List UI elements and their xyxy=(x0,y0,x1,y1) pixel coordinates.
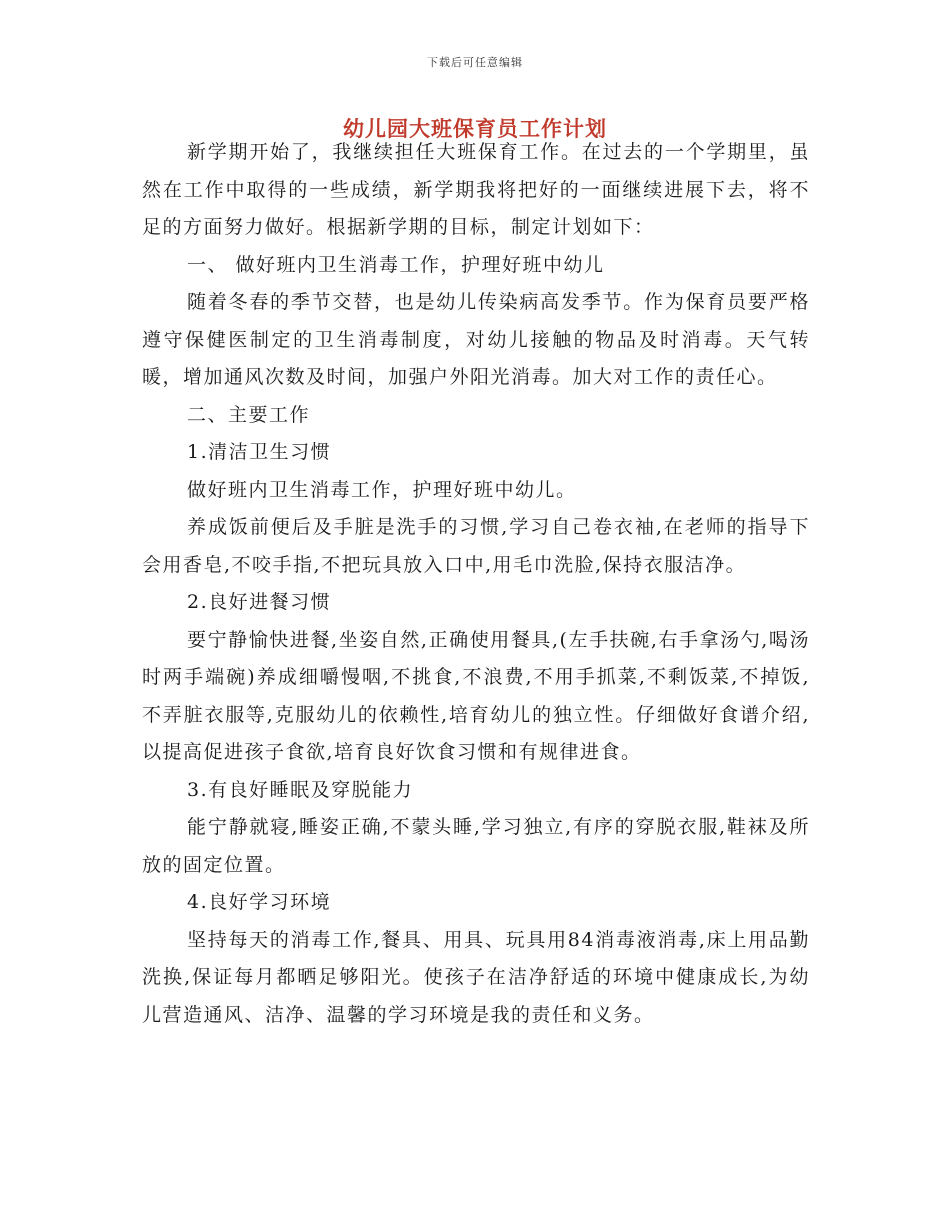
paragraph-hygiene: 随着冬春的季节交替，也是幼儿传染病高发季节。作为保育员要严格遵守保健医制定的卫生消毒制度，对幼儿接触的物品及时消毒。天气转暖，增加通风次数及时间，加强户外阳光消毒。加大对工作的责任心。 xyxy=(142,291,810,388)
subheading-eating: 2.良好进餐习惯 xyxy=(187,591,332,613)
paragraph-cleanliness-2: 养成饭前便后及手脏是洗手的习惯,学习自己卷衣袖,在老师的指导下会用香皂,不咬手指,不把玩具放入口中,用毛巾洗脸,保持衣服洁净。 xyxy=(142,516,810,576)
section-heading-1: 一、 做好班内卫生消毒工作，护理好班中幼儿 xyxy=(187,253,605,276)
subheading-environment: 4.良好学习环境 xyxy=(187,891,332,913)
paragraph-eating: 要宁静愉快进餐,坐姿自然,正确使用餐具,(左手扶碗,右手拿汤勺,喝汤时两手端碗)养成细嚼慢咽,不挑食,不浪费,不用手抓菜,不剩饭菜,不掉饭,不弄脏衣服等,克服幼儿的依赖性,培育幼儿的独立性。仔细做好食谱介绍,以提高促进孩子食欲,培育良好饮食习惯和有规律进食。 xyxy=(142,628,810,763)
paragraph-sleeping: 能宁静就寝,睡姿正确,不蒙头睡,学习独立,有序的穿脱衣服,鞋袜及所放的固定位置。 xyxy=(142,816,810,876)
paragraph-intro: 新学期开始了，我继续担任大班保育工作。在过去的一个学期里，虽然在工作中取得的一些成绩，新学期我将把好的一面继续进展下去，将不足的方面努力做好。根据新学期的目标，制定计划如下： xyxy=(142,141,810,238)
document-body xyxy=(142,134,810,1034)
header-note: 下载后可任意编辑 xyxy=(427,56,523,69)
subheading-cleanliness: 1.清洁卫生习惯 xyxy=(187,441,332,463)
paragraph-environment: 坚持每天的消毒工作,餐具、用具、玩具用84消毒液消毒,床上用品勤洗换,保证每月都晒足够阳光。使孩子在洁净舒适的环境中健康成长,为幼儿营造通风、洁净、温馨的学习环境是我的责任和义务。 xyxy=(142,928,810,1026)
section-heading-2: 二、主要工作 xyxy=(187,403,311,426)
document-title: 幼儿园大班保育员工作计划 xyxy=(343,116,607,141)
paragraph-cleanliness-1: 做好班内卫生消毒工作，护理好班中幼儿。 xyxy=(187,478,577,501)
subheading-sleeping: 3.有良好睡眠及穿脱能力 xyxy=(187,778,414,801)
